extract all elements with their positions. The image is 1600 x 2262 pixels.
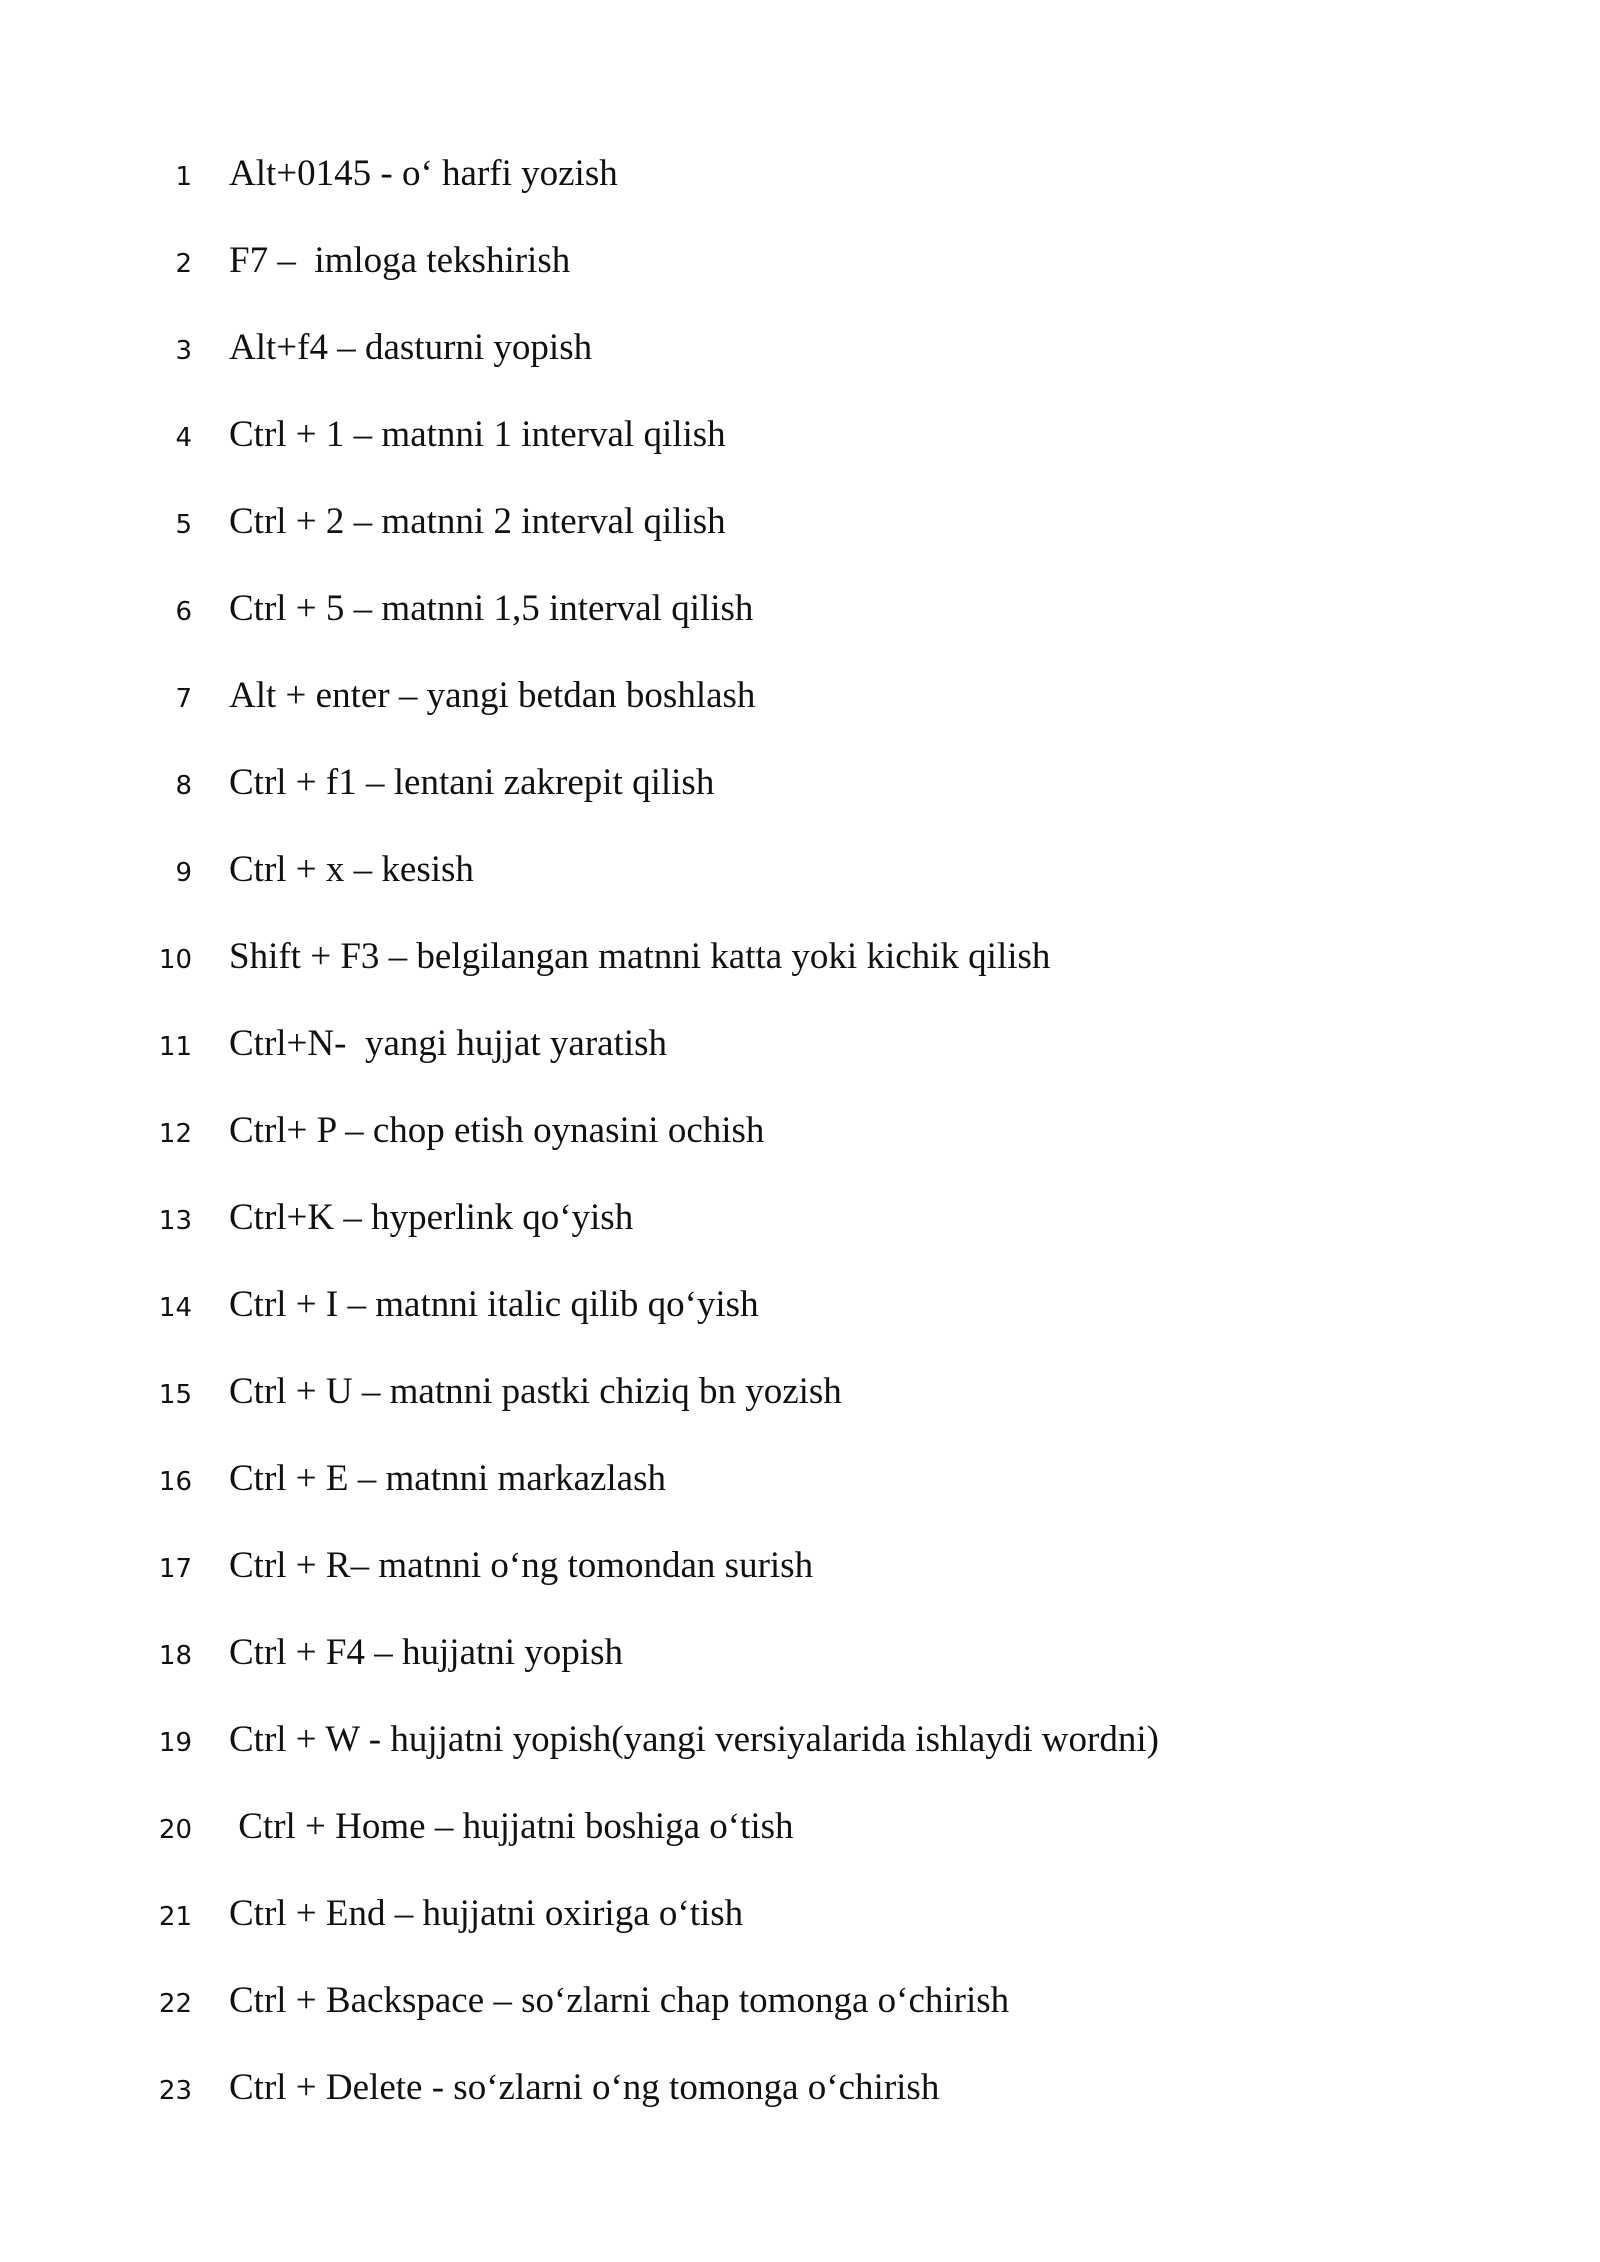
list-item-text: Ctrl + f1 – lentani zakrepit qilish: [229, 762, 715, 803]
list-item: [0, 1279, 1600, 1366]
line-number: 14: [158, 1293, 192, 1323]
list-item-text: Shift + F3 – belgilangan matnni katta yoki kichik qilish: [229, 936, 1051, 977]
list-item: [0, 148, 1600, 235]
shortcut-list: [0, 148, 1600, 2149]
list-item: [0, 1627, 1600, 1714]
line-number: 5: [175, 510, 192, 540]
list-item-text: Ctrl + 5 – matnni 1,5 interval qilish: [229, 588, 754, 629]
list-item: [0, 1540, 1600, 1627]
list-item-text: Ctrl + End – hujjatni oxiriga o‘tish: [229, 1893, 744, 1934]
line-number: 4: [175, 423, 192, 453]
line-number: 2: [175, 249, 192, 279]
line-number: 7: [175, 684, 192, 714]
list-item: [0, 496, 1600, 583]
list-item: [0, 409, 1600, 496]
list-item: [0, 1366, 1600, 1453]
line-number: 11: [158, 1032, 192, 1062]
line-number: 22: [158, 1989, 192, 2019]
list-item: [0, 1801, 1600, 1888]
line-number: 15: [158, 1380, 192, 1410]
list-item-text: Ctrl + R– matnni o‘ng tomondan surish: [229, 1545, 814, 1586]
line-number: 23: [158, 2076, 192, 2106]
list-item: [0, 931, 1600, 1018]
list-item: [0, 322, 1600, 409]
list-item-text: Ctrl+K – hyperlink qo‘yish: [229, 1197, 634, 1238]
line-number: 17: [158, 1554, 192, 1584]
list-item-text: Ctrl + U – matnni pastki chiziq bn yozish: [229, 1371, 842, 1412]
line-number: 1: [175, 162, 192, 192]
line-number: 12: [158, 1119, 192, 1149]
list-item: [0, 670, 1600, 757]
list-item: [0, 583, 1600, 670]
list-item: [0, 2062, 1600, 2149]
list-item-text: Ctrl + Backspace – so‘zlarni chap tomonga o‘chirish: [229, 1980, 1010, 2021]
line-number: 20: [158, 1815, 192, 1845]
list-item: [0, 1975, 1600, 2062]
list-item-text: Ctrl + Home – hujjatni boshiga o‘tish: [229, 1806, 794, 1847]
list-item-text: Ctrl+N- yangi hujjat yaratish: [229, 1023, 668, 1064]
line-number: 21: [158, 1902, 192, 1932]
line-number: 13: [158, 1206, 192, 1236]
list-item-text: Ctrl + Delete - so‘zlarni o‘ng tomonga o‘chirish: [229, 2067, 940, 2108]
line-number: 8: [175, 771, 192, 801]
list-item: [0, 235, 1600, 322]
list-item-text: F7 – imloga tekshirish: [229, 240, 571, 281]
line-number: 18: [158, 1641, 192, 1671]
list-item: [0, 1453, 1600, 1540]
list-item-text: Ctrl+ P – chop etish oynasini ochish: [229, 1110, 765, 1151]
list-item-text: Ctrl + 2 – matnni 2 interval qilish: [229, 501, 726, 542]
list-item: [0, 757, 1600, 844]
line-number: 3: [175, 336, 192, 366]
list-item-text: Alt+0145 - o‘ harfi yozish: [229, 153, 618, 194]
line-number: 9: [175, 858, 192, 888]
list-item-text: Ctrl + F4 – hujjatni yopish: [229, 1632, 623, 1673]
list-item: [0, 1192, 1600, 1279]
list-item: [0, 1105, 1600, 1192]
list-item-text: Alt + enter – yangi betdan boshlash: [229, 675, 756, 716]
line-number: 19: [158, 1728, 192, 1758]
list-item-text: Ctrl + 1 – matnni 1 interval qilish: [229, 414, 726, 455]
list-item-text: Ctrl + W - hujjatni yopish(yangi versiyalarida ishlaydi wordni): [229, 1719, 1159, 1760]
list-item: [0, 1888, 1600, 1975]
line-number: 6: [175, 597, 192, 627]
list-item: [0, 1018, 1600, 1105]
list-item: [0, 1714, 1600, 1801]
list-item: [0, 844, 1600, 931]
line-number: 16: [158, 1467, 192, 1497]
line-number: 10: [158, 945, 192, 975]
list-item-text: Alt+f4 – dasturni yopish: [229, 327, 593, 368]
list-item-text: Ctrl + x – kesish: [229, 849, 474, 890]
list-item-text: Ctrl + I – matnni italic qilib qo‘yish: [229, 1284, 759, 1325]
list-item-text: Ctrl + E – matnni markazlash: [229, 1458, 667, 1499]
